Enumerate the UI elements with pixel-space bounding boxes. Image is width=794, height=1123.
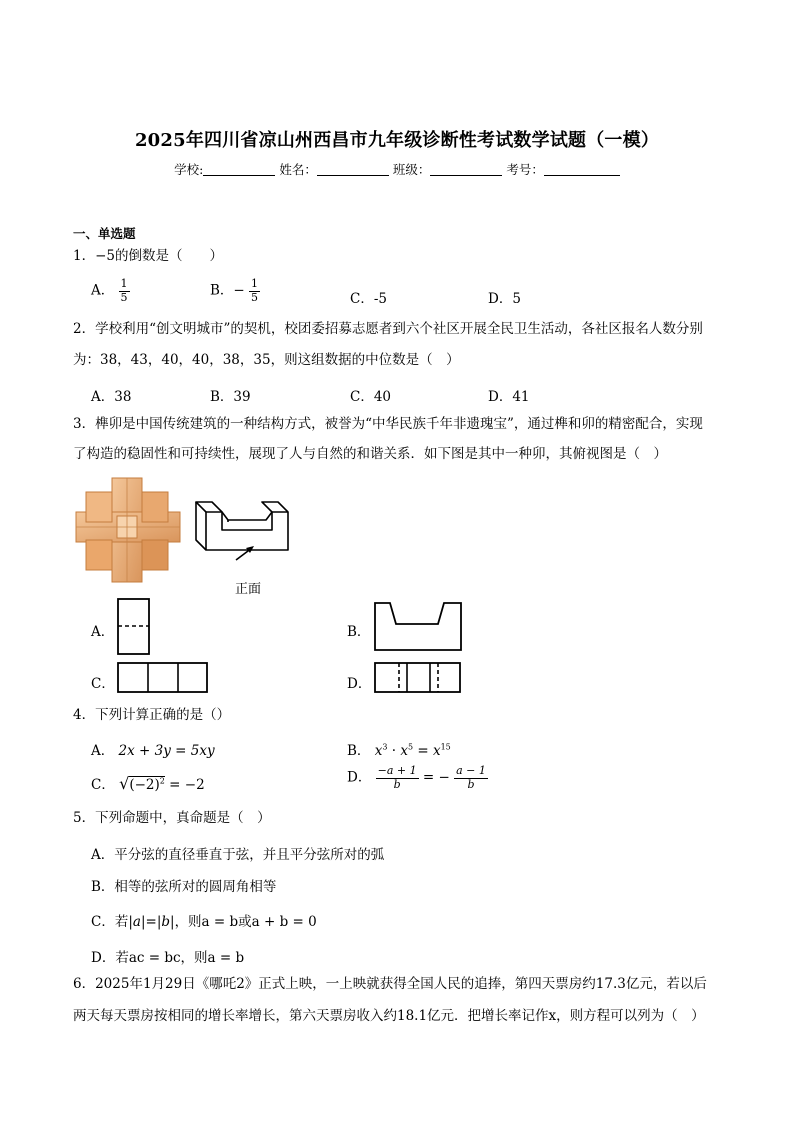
q3-stem-line1: 3．榫卯是中国传统建筑的一种结构方式，被誉为“中华民族千年非遗瑰宝”，通过榫和卯的精密配合，实现	[73, 416, 703, 432]
q4-d-fraction-1	[376, 765, 419, 791]
q1-option-a[interactable]	[91, 278, 130, 304]
d-den2: b	[467, 777, 475, 791]
q4-b-base2: x	[400, 743, 408, 759]
q1-option-c[interactable]: C．-5	[350, 291, 387, 307]
school-label: 学校:	[174, 162, 204, 177]
id-label: 考号：	[506, 162, 544, 177]
school-blank[interactable]	[203, 161, 275, 176]
q4-c-label: C．	[91, 777, 115, 793]
q4-b-exp3: 15	[440, 742, 451, 752]
q4-b-base1: x	[374, 743, 383, 759]
q5-option-c[interactable]	[91, 910, 317, 930]
q3-option-b-figure[interactable]	[374, 602, 464, 652]
q4-b-label: B．	[347, 743, 371, 759]
section-heading: 一、单选题	[73, 226, 136, 241]
q1-a-label: A．	[91, 282, 115, 299]
q4-option-d[interactable]	[347, 765, 488, 791]
q4-d-fraction-2	[454, 765, 488, 791]
q4-option-a[interactable]	[91, 739, 215, 759]
q2-stem-line1: 2．学校利用“创文明城市”的契机，校团委招募志愿者到六个社区开展全民卫生活动，各社区报名人数分别	[73, 321, 703, 337]
d-num1: −a + 1	[377, 764, 417, 777]
q3-option-d-figure[interactable]	[374, 662, 462, 694]
q5-c-post: ，则a = b或a + b = 0	[174, 914, 317, 930]
q6-stem-line2: 两天每天票房按相同的增长率增长，第六天票房收入约18.1亿元．把增长率记作x，则方程可以列为（ ）	[73, 1008, 705, 1024]
q1-b-fraction	[249, 278, 260, 304]
q5-c-abs-b: |b|	[156, 914, 175, 930]
q1-a-fraction	[119, 278, 130, 304]
q4-option-b[interactable]	[347, 739, 451, 759]
q3-option-c-label[interactable]: C．	[91, 676, 115, 692]
q3-option-d-label[interactable]: D．	[347, 676, 372, 692]
name-blank[interactable]	[317, 161, 389, 176]
d-den1: b	[393, 777, 401, 791]
q4-a-expr: 2x + 3y = 5xy	[118, 743, 215, 759]
q3-option-c-figure[interactable]	[117, 662, 209, 694]
q5-option-d[interactable]: D．若ac = bc，则a = b	[91, 950, 245, 966]
q2-option-d[interactable]: D．41	[488, 389, 530, 405]
class-label: 班级：	[392, 162, 431, 177]
q4-c-radicand	[129, 776, 165, 793]
q5-stem: 5．下列命题中，真命题是（ ）	[73, 810, 271, 826]
q1-b-label: B．	[210, 282, 234, 299]
id-blank[interactable]	[544, 161, 620, 176]
d-num2: a − 1	[456, 764, 486, 777]
q5-c-abs-a: |a|	[128, 914, 146, 930]
q4-b-eq: =	[417, 743, 429, 759]
q5-option-a[interactable]: A．平分弦的直径垂直于弦，并且平分弦所对的弧	[91, 847, 385, 863]
frac-den: 5	[120, 290, 128, 304]
q4-option-c[interactable]	[91, 773, 205, 793]
q4-c-inner: (−2)	[129, 777, 160, 793]
name-label: 姓名：	[279, 162, 317, 177]
q4-b-base3: x	[432, 743, 441, 759]
frac-num: 1	[120, 277, 128, 290]
q4-d-mid: = −	[422, 769, 450, 786]
q3-option-a-figure[interactable]	[117, 598, 151, 656]
q3-option-b-label[interactable]: B．	[347, 624, 371, 640]
q4-c-rhs: = −2	[169, 777, 205, 793]
q4-a-label: A．	[91, 743, 115, 759]
exam-title: 2025年四川省凉山州西昌市九年级诊断性考试数学试题（一模）	[134, 130, 660, 151]
q4-b-exp2: 5	[407, 742, 414, 752]
q4-c-exp: 2	[159, 776, 165, 786]
q3-option-a-label[interactable]: A．	[91, 624, 115, 640]
q5-c-eq: =	[145, 914, 157, 930]
q6-stem-line1: 6．2025年1月29日《哪吒2》正式上映，一上映就获得全国人民的追捧，第四天票房约17.3亿元，若以后	[73, 976, 707, 992]
q4-b-dot: ·	[391, 743, 397, 759]
frac-den: 5	[251, 290, 259, 304]
q5-c-pre: C．若	[91, 914, 129, 930]
q2-option-a[interactable]: A．38	[91, 389, 132, 405]
frac-num: 1	[251, 277, 259, 290]
q1-option-d[interactable]: D．5	[488, 291, 521, 307]
class-blank[interactable]	[430, 161, 502, 176]
q1-stem: 1．−5的倒数是（ ）	[73, 248, 223, 264]
student-info-line	[0, 160, 794, 178]
q2-option-b[interactable]: B．39	[210, 389, 251, 405]
q4-d-label: D．	[347, 769, 372, 786]
q1-b-minus: −	[233, 282, 245, 299]
front-label: 正面	[235, 582, 262, 597]
q2-stem-line2: 为：38，43，40，40，38，35，则这组数据的中位数是（ ）	[73, 352, 460, 368]
q3-stem-line2: 了构造的稳固性和可持续性，展现了人与自然的和谐关系．如下图是其中一种卯，其俯视图是（ ）	[73, 446, 667, 462]
q4-b-exp1: 3	[382, 742, 388, 752]
wooden-puzzle-image	[72, 474, 184, 586]
q5-option-b[interactable]: B．相等的弦所对的圆周角相等	[91, 879, 277, 895]
q1-option-b[interactable]	[210, 278, 260, 304]
q4-stem: 4．下列计算正确的是（）	[73, 707, 231, 723]
sqrt-symbol: √	[119, 774, 130, 793]
q2-option-c[interactable]: C．40	[350, 389, 392, 405]
